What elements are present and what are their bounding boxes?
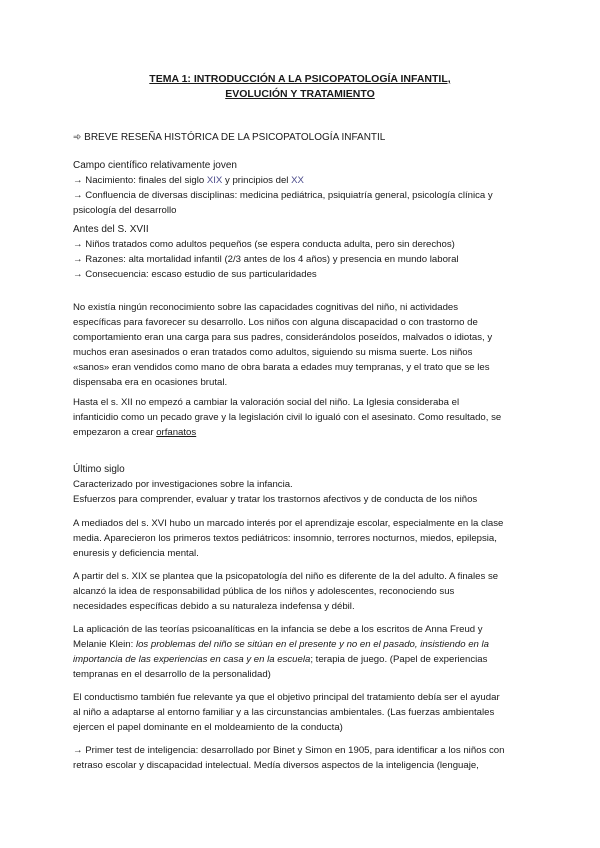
antes-item-3: → Consecuencia: escaso estudio de sus particularidades [73,269,317,280]
section-heading: ➾ BREVE RESEÑA HISTÓRICA DE LA PSICOPATOLOGÍA INFANTIL [73,132,386,143]
paragraph-line [73,652,533,667]
siglo-xx: XX [291,175,304,186]
paragraph-6 [73,690,533,735]
ultimo-line-1: Caracterizado por investigaciones sobre la infancia. [73,479,293,490]
paragraph-3 [73,516,533,561]
paragraph-line [73,425,533,440]
italic-text: los problemas del niño se sitúan en el presente y no en el pasado, insistiendo en la [135,639,490,650]
paragraph-text: empezaron a crear [73,427,157,438]
paragraph-line: alcanzó la idea de responsabilidad pública de los niños y adolescentes, reconociendo sus [73,586,455,597]
paragraph-line: A mediados del s. XVI hubo un marcado interés por el aprendizaje escolar, especialmente en la clase [73,518,504,529]
campo-block [73,158,533,218]
ultimo-heading: Último siglo [73,464,125,475]
paragraph-4 [73,569,533,614]
antes-block [73,222,533,282]
ultimo-line-2: Esfuerzos para comprender, evaluar y tratar los trastornos afectivos y de conducta de los niños [73,494,478,505]
paragraph-line [73,637,533,652]
antes-item-1: → Niños tratados como adultos pequeños (se espera conducta adulta, pero sin derechos) [73,239,455,250]
paragraph-line: Hasta el s. XII no empezó a cambiar la valoración social del niño. La Iglesia consideraba el [73,397,460,408]
paragraph-line: El conductismo también fue relevante ya que el objetivo principal del tratamiento debía ser el ayudar [73,692,500,703]
paragraph-text: ; terapia de juego. (Papel de experiencias [310,654,488,665]
paragraph-line: La aplicación de las teorías psicoanalíticas en la infancia se debe a los escritos de Anna Freud y [73,624,483,635]
siglo-xix: XIX [206,175,223,186]
title-line-2: EVOLUCIÓN Y TRATAMIENTO [225,88,375,100]
paragraph-line: → Primer test de inteligencia: desarrollado por Binet y Simon en 1905, para identificar a los niños con [73,745,505,756]
antes-heading: Antes del S. XVII [73,224,149,235]
italic-text: importancia de las experiencias en casa y en la escuela [73,654,311,665]
paragraph-line: A partir del s. XIX se plantea que la psicopatología del niño es diferente de la del adulto. A finales se [73,571,499,582]
paragraph-1 [73,300,533,390]
paragraph-5 [73,622,533,682]
paragraph-line: específicas para favorecer su desarrollo. Los niños con alguna discapacidad o con trastorno de [73,317,478,328]
paragraph-line: tempranas en el desarrollo de la personalidad) [73,669,271,680]
paragraph-2 [73,395,533,440]
nacimiento-mid: y principios del [222,175,292,186]
title-line-1: TEMA 1: INTRODUCCIÓN A LA PSICOPATOLOGÍA INFANTIL, [149,73,451,85]
paragraph-text: Melanie Klein: [73,639,136,650]
paragraph-line: necesidades específicas debido a su naturaleza indefensa y débil. [73,601,355,612]
paragraph-line: No existía ningún reconocimiento sobre las capacidades cognitivas del niño, ni actividades [73,302,459,313]
campo-heading: Campo científico relativamente joven [73,160,237,171]
campo-confluencia-2: psicología del desarrollo [73,205,177,216]
paragraph-line: infanticidio como un pecado grave y la legislación civil lo igualó con el asesinato. Como resultado, se [73,412,502,423]
paragraph-line: muchos eran asesinados o eran tratados como adultos, siguiendo su misma suerte. Los niños [73,347,473,358]
antes-item-2: → Razones: alta mortalidad infantil (2/3 antes de los 4 años) y presencia en mundo laboral [73,254,459,265]
orfanatos-link[interactable]: orfanatos [156,427,197,438]
ultimo-block [73,462,533,507]
paragraph-line: dispensaba era en ocasiones brutal. [73,377,228,388]
paragraph-line: al niño a adaptarse al entorno familiar y a las circunstancias ambientales. (Las fuerzas ambientales [73,707,495,718]
campo-confluencia-1: → Confluencia de diversas disciplinas: medicina pediátrica, psiquiatría general, psicología clínica y [73,190,493,201]
paragraph-line: retraso escolar y discapacidad intelectual. Medía diversos aspectos de la inteligencia (lenguaje, [73,760,479,771]
paragraph-7 [73,743,533,773]
nacimiento-text: → Nacimiento: finales del siglo [73,175,207,186]
paragraph-line: ejercen el papel dominante en el moldeamiento de la conducta) [73,722,343,733]
document-title [0,72,600,102]
paragraph-line: comportamiento eran una carga para sus padres, considerándolos poseídos, malvados o idiotas, y [73,332,493,343]
paragraph-line: enuresis y deficiencia mental. [73,548,199,559]
campo-nacimiento [73,173,533,188]
paragraph-line: «sanos» eran vendidos como mano de obra barata a edades muy tempranas, y el trato que se les [73,362,490,373]
paragraph-line: media. Aparecieron los primeros textos pediátricos: insomnio, terrores nocturnos, miedos, epilepsia, [73,533,497,544]
